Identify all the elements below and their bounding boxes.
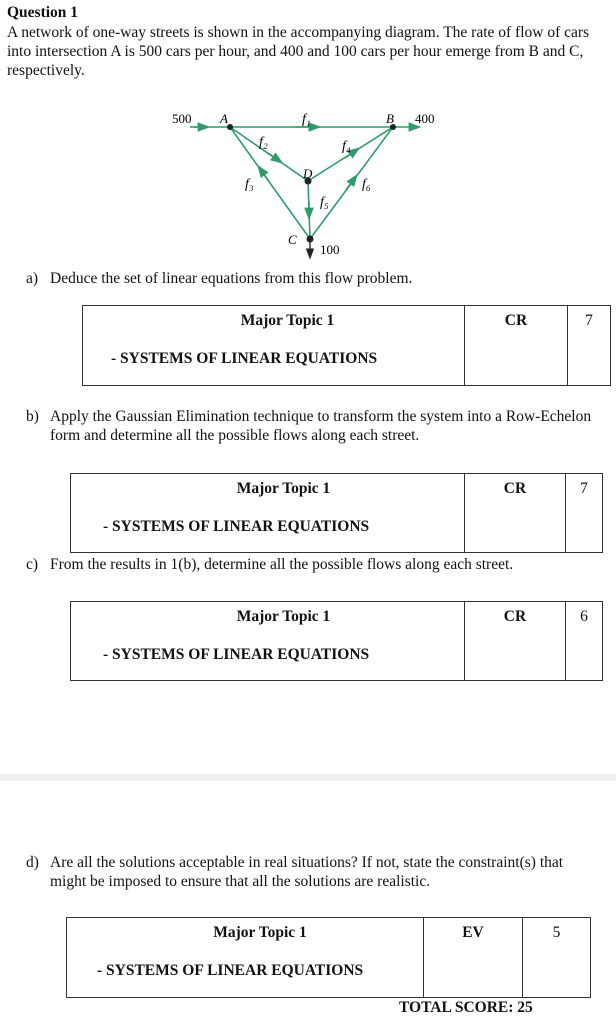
topic-title: Major Topic 1	[236, 608, 331, 625]
part-b-question	[26, 407, 596, 445]
part-d-topic-table	[66, 917, 591, 998]
cognitive-level: CR	[503, 608, 527, 625]
label-f1: f₁	[302, 112, 311, 127]
arrow-f2	[268, 153, 278, 160]
marks: 5	[552, 924, 561, 941]
part-b-text: Apply the Gaussian Elimination technique to transform the system into a Row-Echelon form and determine all the possible flows along each street.	[50, 408, 592, 444]
label-f2: f₂	[259, 135, 268, 150]
part-c-topic-table	[70, 601, 603, 681]
part-d-label: d)	[26, 854, 39, 871]
part-b-topic-table	[70, 473, 603, 553]
street-f3	[230, 127, 310, 239]
page-separator	[0, 774, 616, 781]
topic-title: Major Topic 1	[236, 480, 331, 497]
part-a-text: Deduce the set of linear equations from this flow problem.	[50, 270, 413, 287]
node-c-dot	[307, 236, 314, 243]
question-intro: A network of one-way streets is shown in the accompanying diagram. The rate of flow of cars into intersection A is 500 cars per hour, and 400 and 100 cars per hour emerge from B and C, respectively.	[7, 24, 590, 79]
flow-network-diagram	[160, 104, 460, 264]
cognitive-level: CR	[504, 312, 528, 329]
marks: 7	[585, 312, 593, 329]
question-title: Question 1	[7, 4, 79, 21]
topic-subtitle: - SYSTEMS OF LINEAR EQUATIONS	[97, 962, 364, 979]
label-node-b: B	[386, 111, 394, 126]
label-f4: f₄	[342, 139, 351, 154]
part-d-question	[26, 853, 601, 891]
label-f6: f₆	[362, 177, 371, 192]
marks: 6	[580, 608, 588, 625]
part-b-label: b)	[26, 408, 39, 425]
cognitive-level: CR	[503, 480, 527, 497]
arrow-f6	[346, 179, 354, 190]
part-d-text: Are all the solutions acceptable in real situations? If not, state the constraint(s) that might be imposed to ensure that all the solutions are realistic.	[50, 854, 564, 890]
label-node-a: A	[220, 111, 228, 126]
label-out-b: 400	[415, 111, 435, 126]
label-in-flow: 500	[172, 111, 192, 126]
total-score: TOTAL SCORE: 25	[399, 999, 533, 1016]
part-c-question	[26, 555, 611, 574]
label-node-d: D	[303, 166, 313, 181]
arrow-f3	[261, 170, 268, 180]
part-c-label: c)	[26, 556, 39, 573]
topic-subtitle: - SYSTEMS OF LINEAR EQUATIONS	[111, 350, 378, 367]
label-node-c: C	[288, 232, 297, 247]
topic-subtitle: - SYSTEMS OF LINEAR EQUATIONS	[103, 646, 370, 663]
topic-title: Major Topic 1	[213, 924, 307, 941]
topic-subtitle: - SYSTEMS OF LINEAR EQUATIONS	[103, 518, 370, 535]
topic-title: Major Topic 1	[240, 312, 335, 329]
cognitive-level: EV	[462, 924, 484, 941]
label-f5: f₅	[320, 195, 329, 210]
marks: 7	[580, 480, 588, 497]
part-c-text: From the results in 1(b), determine all the possible flows along each street.	[50, 556, 514, 573]
part-a-question	[26, 269, 611, 288]
label-f3: f₃	[245, 177, 254, 192]
label-out-c: 100	[320, 242, 340, 257]
part-a-topic-table	[82, 305, 611, 386]
part-a-label: a)	[26, 270, 39, 287]
